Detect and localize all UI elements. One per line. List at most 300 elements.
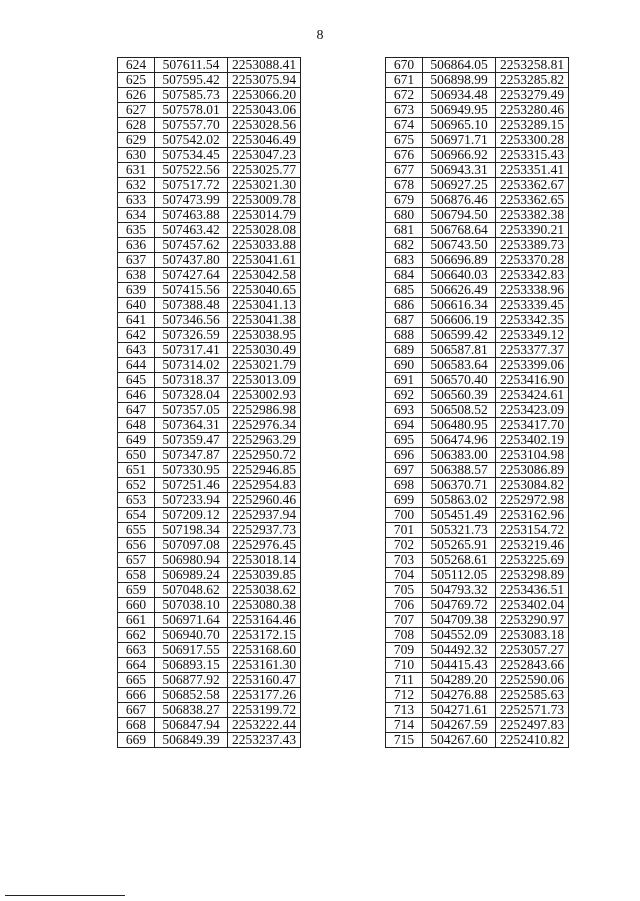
y-coordinate-cell: 2253086.89 <box>496 463 569 478</box>
point-number-cell: 656 <box>118 538 155 553</box>
point-number-cell: 680 <box>386 208 423 223</box>
point-number-cell: 637 <box>118 253 155 268</box>
table-row <box>118 523 301 538</box>
y-coordinate-cell: 2253014.79 <box>228 208 301 223</box>
y-coordinate-cell: 2252963.29 <box>228 433 301 448</box>
x-coordinate-cell: 506370.71 <box>423 478 496 493</box>
point-number-cell: 627 <box>118 103 155 118</box>
y-coordinate-cell: 2252590.06 <box>496 673 569 688</box>
y-coordinate-cell: 2252976.45 <box>228 538 301 553</box>
point-number-cell: 714 <box>386 718 423 733</box>
x-coordinate-cell: 504492.32 <box>423 643 496 658</box>
x-coordinate-cell: 507251.46 <box>155 478 228 493</box>
point-number-cell: 626 <box>118 88 155 103</box>
y-coordinate-cell: 2252843.66 <box>496 658 569 673</box>
point-number-cell: 677 <box>386 163 423 178</box>
x-coordinate-cell: 506980.94 <box>155 553 228 568</box>
point-number-cell: 651 <box>118 463 155 478</box>
point-number-cell: 706 <box>386 598 423 613</box>
y-coordinate-cell: 2253041.13 <box>228 298 301 313</box>
y-coordinate-cell: 2252937.73 <box>228 523 301 538</box>
x-coordinate-cell: 506849.39 <box>155 733 228 748</box>
y-coordinate-cell: 2253104.98 <box>496 448 569 463</box>
x-coordinate-cell: 507388.48 <box>155 298 228 313</box>
y-coordinate-cell: 2253399.06 <box>496 358 569 373</box>
x-coordinate-cell: 506864.05 <box>423 58 496 73</box>
point-number-cell: 672 <box>386 88 423 103</box>
y-coordinate-cell: 2253349.12 <box>496 328 569 343</box>
y-coordinate-cell: 2253290.97 <box>496 613 569 628</box>
point-number-cell: 648 <box>118 418 155 433</box>
table-row <box>118 373 301 388</box>
point-number-cell: 662 <box>118 628 155 643</box>
x-coordinate-cell: 506480.95 <box>423 418 496 433</box>
table-row <box>118 388 301 403</box>
point-number-cell: 668 <box>118 718 155 733</box>
x-coordinate-cell: 506606.19 <box>423 313 496 328</box>
x-coordinate-cell: 504276.88 <box>423 688 496 703</box>
y-coordinate-cell: 2253043.06 <box>228 103 301 118</box>
point-number-cell: 695 <box>386 433 423 448</box>
x-coordinate-cell: 507038.10 <box>155 598 228 613</box>
point-number-cell: 657 <box>118 553 155 568</box>
y-coordinate-cell: 2252972.98 <box>496 493 569 508</box>
point-number-cell: 701 <box>386 523 423 538</box>
y-coordinate-cell: 2253402.19 <box>496 433 569 448</box>
x-coordinate-cell: 506934.48 <box>423 88 496 103</box>
y-coordinate-cell: 2252410.82 <box>496 733 569 748</box>
y-coordinate-cell: 2253377.37 <box>496 343 569 358</box>
x-coordinate-cell: 504271.61 <box>423 703 496 718</box>
x-coordinate-cell: 506587.81 <box>423 343 496 358</box>
x-coordinate-cell: 507317.41 <box>155 343 228 358</box>
point-number-cell: 635 <box>118 223 155 238</box>
page-number: 8 <box>316 28 324 43</box>
x-coordinate-cell: 507314.02 <box>155 358 228 373</box>
x-coordinate-cell: 507557.70 <box>155 118 228 133</box>
point-number-cell: 632 <box>118 178 155 193</box>
point-number-cell: 650 <box>118 448 155 463</box>
table-row <box>386 478 569 493</box>
point-number-cell: 638 <box>118 268 155 283</box>
point-number-cell: 676 <box>386 148 423 163</box>
x-coordinate-cell: 507209.12 <box>155 508 228 523</box>
coordinates-table-left <box>117 57 301 748</box>
y-coordinate-cell: 2253342.83 <box>496 268 569 283</box>
x-coordinate-cell: 506949.95 <box>423 103 496 118</box>
point-number-cell: 685 <box>386 283 423 298</box>
table-row <box>386 283 569 298</box>
point-number-cell: 642 <box>118 328 155 343</box>
x-coordinate-cell: 506893.15 <box>155 658 228 673</box>
point-number-cell: 703 <box>386 553 423 568</box>
x-coordinate-cell: 506599.42 <box>423 328 496 343</box>
table-row <box>118 283 301 298</box>
table-row <box>386 298 569 313</box>
x-coordinate-cell: 507542.02 <box>155 133 228 148</box>
table-row <box>386 628 569 643</box>
point-number-cell: 692 <box>386 388 423 403</box>
point-number-cell: 630 <box>118 148 155 163</box>
table-row <box>118 568 301 583</box>
y-coordinate-cell: 2253199.72 <box>228 703 301 718</box>
x-coordinate-cell: 506898.99 <box>423 73 496 88</box>
table-row <box>386 583 569 598</box>
y-coordinate-cell: 2253038.95 <box>228 328 301 343</box>
x-coordinate-cell: 507326.59 <box>155 328 228 343</box>
point-number-cell: 647 <box>118 403 155 418</box>
x-coordinate-cell: 506508.52 <box>423 403 496 418</box>
x-coordinate-cell: 507198.34 <box>155 523 228 538</box>
point-number-cell: 700 <box>386 508 423 523</box>
x-coordinate-cell: 507463.42 <box>155 223 228 238</box>
point-number-cell: 712 <box>386 688 423 703</box>
x-coordinate-cell: 507534.45 <box>155 148 228 163</box>
point-number-cell: 652 <box>118 478 155 493</box>
table-row <box>386 253 569 268</box>
footnote-separator-line <box>5 895 125 896</box>
table-row <box>386 463 569 478</box>
y-coordinate-cell: 2253436.51 <box>496 583 569 598</box>
table-row <box>386 343 569 358</box>
table-row <box>118 583 301 598</box>
point-number-cell: 658 <box>118 568 155 583</box>
table-row <box>386 178 569 193</box>
x-coordinate-cell: 507595.42 <box>155 73 228 88</box>
y-coordinate-cell: 2253237.43 <box>228 733 301 748</box>
table-row <box>118 598 301 613</box>
table-row <box>118 538 301 553</box>
y-coordinate-cell: 2252937.94 <box>228 508 301 523</box>
table-row <box>118 163 301 178</box>
table-row <box>386 718 569 733</box>
y-coordinate-cell: 2252986.98 <box>228 403 301 418</box>
point-number-cell: 649 <box>118 433 155 448</box>
x-coordinate-cell: 507578.01 <box>155 103 228 118</box>
table-row <box>386 598 569 613</box>
x-coordinate-cell: 504552.09 <box>423 628 496 643</box>
point-number-cell: 691 <box>386 373 423 388</box>
point-number-cell: 670 <box>386 58 423 73</box>
point-number-cell: 681 <box>386 223 423 238</box>
point-number-cell: 689 <box>386 343 423 358</box>
table-row <box>118 718 301 733</box>
point-number-cell: 711 <box>386 673 423 688</box>
y-coordinate-cell: 2253168.60 <box>228 643 301 658</box>
y-coordinate-cell: 2253351.41 <box>496 163 569 178</box>
point-number-cell: 653 <box>118 493 155 508</box>
y-coordinate-cell: 2253154.72 <box>496 523 569 538</box>
x-coordinate-cell: 506877.92 <box>155 673 228 688</box>
table-row <box>386 448 569 463</box>
y-coordinate-cell: 2253040.65 <box>228 283 301 298</box>
x-coordinate-cell: 507437.80 <box>155 253 228 268</box>
table-row <box>118 643 301 658</box>
y-coordinate-cell: 2253424.61 <box>496 388 569 403</box>
y-coordinate-cell: 2253084.82 <box>496 478 569 493</box>
table-row <box>386 568 569 583</box>
point-number-cell: 699 <box>386 493 423 508</box>
y-coordinate-cell: 2252571.73 <box>496 703 569 718</box>
point-number-cell: 659 <box>118 583 155 598</box>
table-row <box>118 118 301 133</box>
point-number-cell: 715 <box>386 733 423 748</box>
y-coordinate-cell: 2253389.73 <box>496 238 569 253</box>
x-coordinate-cell: 504267.60 <box>423 733 496 748</box>
x-coordinate-cell: 507330.95 <box>155 463 228 478</box>
table-row <box>386 703 569 718</box>
y-coordinate-cell: 2252954.83 <box>228 478 301 493</box>
x-coordinate-cell: 507347.87 <box>155 448 228 463</box>
table-row <box>386 433 569 448</box>
y-coordinate-cell: 2252585.63 <box>496 688 569 703</box>
point-number-cell: 655 <box>118 523 155 538</box>
table-row <box>386 613 569 628</box>
x-coordinate-cell: 507415.56 <box>155 283 228 298</box>
y-coordinate-cell: 2253162.96 <box>496 508 569 523</box>
point-number-cell: 673 <box>386 103 423 118</box>
x-coordinate-cell: 504793.32 <box>423 583 496 598</box>
point-number-cell: 660 <box>118 598 155 613</box>
x-coordinate-cell: 506989.24 <box>155 568 228 583</box>
y-coordinate-cell: 2253362.67 <box>496 178 569 193</box>
x-coordinate-cell: 507463.88 <box>155 208 228 223</box>
table-row <box>118 313 301 328</box>
point-number-cell: 707 <box>386 613 423 628</box>
table-row <box>118 478 301 493</box>
y-coordinate-cell: 2253258.81 <box>496 58 569 73</box>
point-number-cell: 710 <box>386 658 423 673</box>
x-coordinate-cell: 507097.08 <box>155 538 228 553</box>
x-coordinate-cell: 507233.94 <box>155 493 228 508</box>
table-row <box>386 673 569 688</box>
table-row <box>386 643 569 658</box>
table-row <box>386 238 569 253</box>
point-number-cell: 688 <box>386 328 423 343</box>
table-row <box>386 358 569 373</box>
point-number-cell: 631 <box>118 163 155 178</box>
x-coordinate-cell: 506838.27 <box>155 703 228 718</box>
x-coordinate-cell: 507357.05 <box>155 403 228 418</box>
point-number-cell: 640 <box>118 298 155 313</box>
x-coordinate-cell: 507522.56 <box>155 163 228 178</box>
point-number-cell: 666 <box>118 688 155 703</box>
y-coordinate-cell: 2253219.46 <box>496 538 569 553</box>
y-coordinate-cell: 2253088.41 <box>228 58 301 73</box>
y-coordinate-cell: 2253298.89 <box>496 568 569 583</box>
y-coordinate-cell: 2253285.82 <box>496 73 569 88</box>
point-number-cell: 698 <box>386 478 423 493</box>
y-coordinate-cell: 2253028.56 <box>228 118 301 133</box>
x-coordinate-cell: 506570.40 <box>423 373 496 388</box>
point-number-cell: 696 <box>386 448 423 463</box>
table-row <box>118 508 301 523</box>
x-coordinate-cell: 506971.64 <box>155 613 228 628</box>
y-coordinate-cell: 2253030.49 <box>228 343 301 358</box>
table-row <box>386 733 569 748</box>
point-number-cell: 684 <box>386 268 423 283</box>
y-coordinate-cell: 2253025.77 <box>228 163 301 178</box>
table-row <box>386 103 569 118</box>
table-row <box>386 418 569 433</box>
table-row <box>386 163 569 178</box>
y-coordinate-cell: 2253382.38 <box>496 208 569 223</box>
x-coordinate-cell: 506876.46 <box>423 193 496 208</box>
point-number-cell: 713 <box>386 703 423 718</box>
y-coordinate-cell: 2253033.88 <box>228 238 301 253</box>
point-number-cell: 708 <box>386 628 423 643</box>
table-row <box>118 343 301 358</box>
table-row <box>386 193 569 208</box>
point-number-cell: 645 <box>118 373 155 388</box>
point-number-cell: 669 <box>118 733 155 748</box>
y-coordinate-cell: 2253047.23 <box>228 148 301 163</box>
x-coordinate-cell: 506852.58 <box>155 688 228 703</box>
point-number-cell: 675 <box>386 133 423 148</box>
x-coordinate-cell: 506917.55 <box>155 643 228 658</box>
point-number-cell: 694 <box>386 418 423 433</box>
point-number-cell: 661 <box>118 613 155 628</box>
y-coordinate-cell: 2253021.30 <box>228 178 301 193</box>
x-coordinate-cell: 507048.62 <box>155 583 228 598</box>
point-number-cell: 663 <box>118 643 155 658</box>
y-coordinate-cell: 2253057.27 <box>496 643 569 658</box>
table-row <box>118 673 301 688</box>
x-coordinate-cell: 506743.50 <box>423 238 496 253</box>
x-coordinate-cell: 506616.34 <box>423 298 496 313</box>
x-coordinate-cell: 506943.31 <box>423 163 496 178</box>
table-row <box>118 148 301 163</box>
y-coordinate-cell: 2253161.30 <box>228 658 301 673</box>
y-coordinate-cell: 2253041.38 <box>228 313 301 328</box>
point-number-cell: 697 <box>386 463 423 478</box>
x-coordinate-cell: 505265.91 <box>423 538 496 553</box>
point-number-cell: 646 <box>118 388 155 403</box>
x-coordinate-cell: 506583.64 <box>423 358 496 373</box>
y-coordinate-cell: 2253083.18 <box>496 628 569 643</box>
table-row <box>386 688 569 703</box>
table-row <box>386 538 569 553</box>
table-row <box>386 133 569 148</box>
x-coordinate-cell: 507473.99 <box>155 193 228 208</box>
x-coordinate-cell: 505112.05 <box>423 568 496 583</box>
table-row <box>118 463 301 478</box>
y-coordinate-cell: 2253416.90 <box>496 373 569 388</box>
table-row <box>118 223 301 238</box>
x-coordinate-cell: 505863.02 <box>423 493 496 508</box>
table-row <box>386 523 569 538</box>
y-coordinate-cell: 2253423.09 <box>496 403 569 418</box>
x-coordinate-cell: 506383.00 <box>423 448 496 463</box>
table-row <box>118 403 301 418</box>
y-coordinate-cell: 2253172.15 <box>228 628 301 643</box>
y-coordinate-cell: 2253177.26 <box>228 688 301 703</box>
y-coordinate-cell: 2253338.96 <box>496 283 569 298</box>
table-row <box>386 313 569 328</box>
y-coordinate-cell: 2253362.65 <box>496 193 569 208</box>
table-row <box>386 208 569 223</box>
y-coordinate-cell: 2253028.08 <box>228 223 301 238</box>
point-number-cell: 665 <box>118 673 155 688</box>
table-row <box>386 493 569 508</box>
y-coordinate-cell: 2253041.61 <box>228 253 301 268</box>
table-row <box>118 58 301 73</box>
y-coordinate-cell: 2253279.49 <box>496 88 569 103</box>
table-row <box>118 358 301 373</box>
y-coordinate-cell: 2253039.85 <box>228 568 301 583</box>
point-number-cell: 625 <box>118 73 155 88</box>
x-coordinate-cell: 505268.61 <box>423 553 496 568</box>
y-coordinate-cell: 2253289.15 <box>496 118 569 133</box>
x-coordinate-cell: 506388.57 <box>423 463 496 478</box>
table-row <box>386 88 569 103</box>
point-number-cell: 667 <box>118 703 155 718</box>
x-coordinate-cell: 506940.70 <box>155 628 228 643</box>
x-coordinate-cell: 504415.43 <box>423 658 496 673</box>
table-row <box>386 58 569 73</box>
y-coordinate-cell: 2252976.34 <box>228 418 301 433</box>
x-coordinate-cell: 506847.94 <box>155 718 228 733</box>
table-row <box>118 448 301 463</box>
x-coordinate-cell: 507328.04 <box>155 388 228 403</box>
point-number-cell: 664 <box>118 658 155 673</box>
point-number-cell: 629 <box>118 133 155 148</box>
point-number-cell: 690 <box>386 358 423 373</box>
table-row <box>386 328 569 343</box>
y-coordinate-cell: 2253013.09 <box>228 373 301 388</box>
table-row <box>118 658 301 673</box>
x-coordinate-cell: 504267.59 <box>423 718 496 733</box>
y-coordinate-cell: 2253038.62 <box>228 583 301 598</box>
table-row <box>118 493 301 508</box>
table-row <box>386 223 569 238</box>
table-row <box>118 418 301 433</box>
x-coordinate-cell: 507346.56 <box>155 313 228 328</box>
table-row <box>118 703 301 718</box>
x-coordinate-cell: 506696.89 <box>423 253 496 268</box>
point-number-cell: 687 <box>386 313 423 328</box>
x-coordinate-cell: 507517.72 <box>155 178 228 193</box>
table-row <box>118 133 301 148</box>
table-row <box>386 553 569 568</box>
table-row <box>386 508 569 523</box>
y-coordinate-cell: 2253160.47 <box>228 673 301 688</box>
table-row <box>386 268 569 283</box>
x-coordinate-cell: 506640.03 <box>423 268 496 283</box>
x-coordinate-cell: 504709.38 <box>423 613 496 628</box>
y-coordinate-cell: 2253042.58 <box>228 268 301 283</box>
y-coordinate-cell: 2253370.28 <box>496 253 569 268</box>
table-row <box>386 148 569 163</box>
y-coordinate-cell: 2253342.35 <box>496 313 569 328</box>
table-row <box>386 658 569 673</box>
x-coordinate-cell: 506794.50 <box>423 208 496 223</box>
y-coordinate-cell: 2252497.83 <box>496 718 569 733</box>
table-row <box>386 388 569 403</box>
y-coordinate-cell: 2253046.49 <box>228 133 301 148</box>
y-coordinate-cell: 2253417.70 <box>496 418 569 433</box>
y-coordinate-cell: 2253390.21 <box>496 223 569 238</box>
y-coordinate-cell: 2253164.46 <box>228 613 301 628</box>
y-coordinate-cell: 2253315.43 <box>496 148 569 163</box>
x-coordinate-cell: 506966.92 <box>423 148 496 163</box>
y-coordinate-cell: 2253339.45 <box>496 298 569 313</box>
y-coordinate-cell: 2253402.04 <box>496 598 569 613</box>
table-row <box>118 88 301 103</box>
x-coordinate-cell: 506768.64 <box>423 223 496 238</box>
x-coordinate-cell: 507364.31 <box>155 418 228 433</box>
y-coordinate-cell: 2253002.93 <box>228 388 301 403</box>
